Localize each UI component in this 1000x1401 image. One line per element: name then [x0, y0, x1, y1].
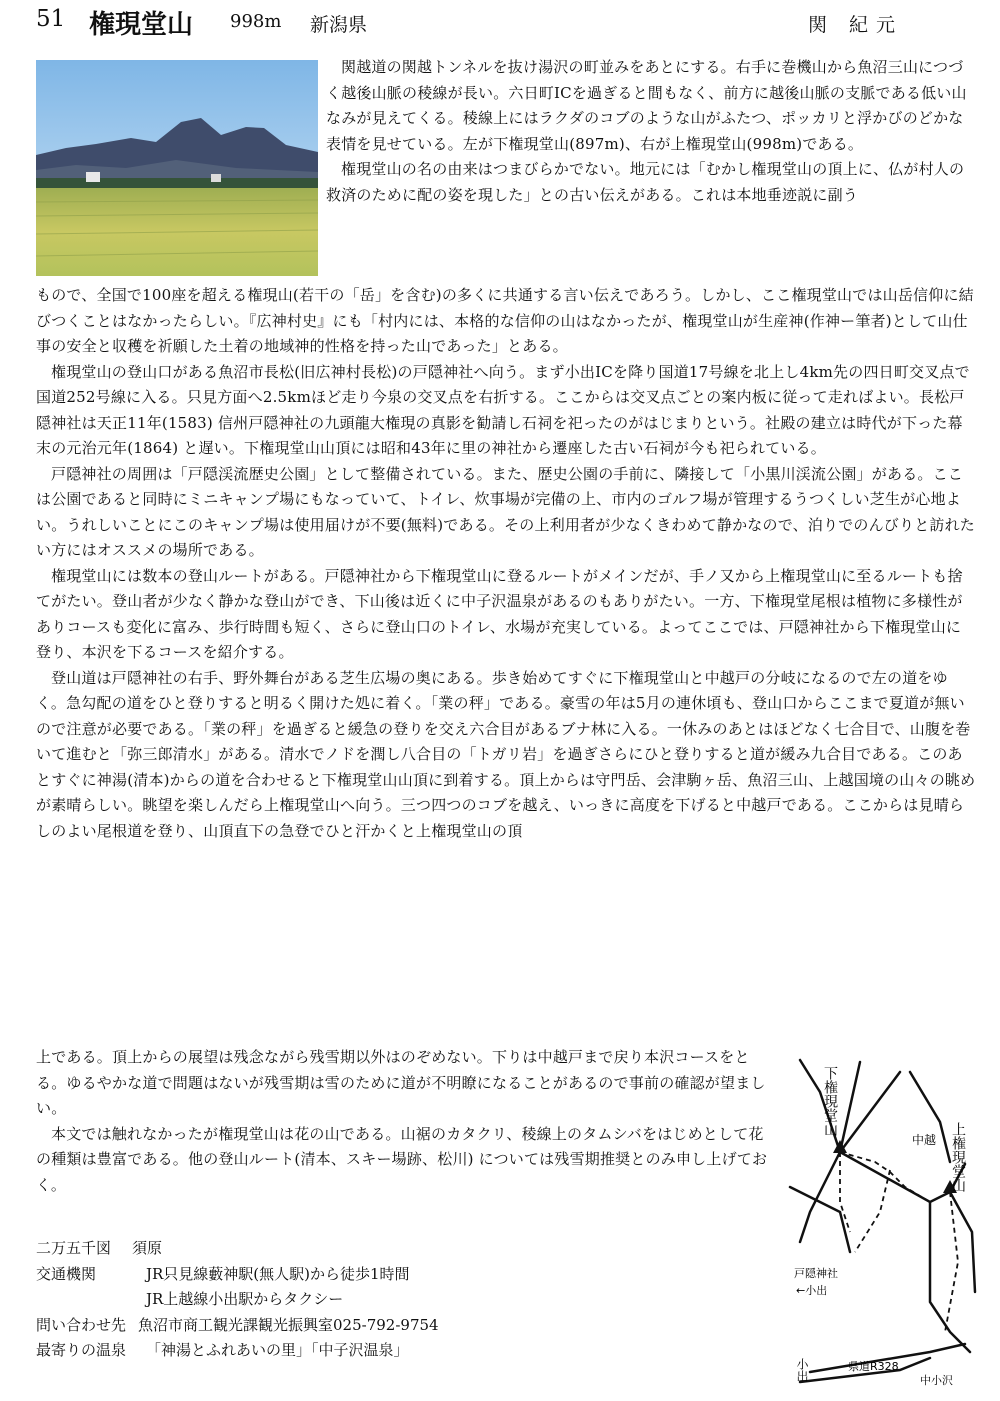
label-peak-right: 上権現堂山	[950, 1122, 966, 1192]
prefecture: 新潟県	[310, 14, 368, 36]
map-sheet-row	[36, 1236, 439, 1262]
paragraph: 本文では触れなかったが権現堂山は花の山である。山裾のカタクリ、稜線上のタムシバをはじめとして花の種類は豊富である。他の登山ルート(清本、スキー場跡、松川) については残雪期推奨とのみ申し上げておく。	[36, 1124, 768, 1194]
map-trail	[945, 1192, 958, 1332]
transport-value: JR只見線藪神駅(無人駅)から徒歩1時間	[146, 1264, 410, 1283]
paragraph: 権現堂山には数本の登山ルートがある。戸隠神社から下権現堂山に登るルートがメインだが、手ノ又から上権現堂山に至るルートも捨てがたい。登山者が少なく静かな登山ができ、下山後は近くに中子沢温泉があるのもありがたい。一方、下権現堂尾根は植物に多様性がありコースも変化に富み、歩行時間も短く、さらに登山口のトイレ、水場が充実している。よってここでは、戸隠神社から下権現堂山に登り、本沢を下るコースを紹介する。	[36, 566, 963, 661]
map-sheet-value: 須原	[132, 1239, 163, 1257]
transport-value-2: JR上越線小出駅からタクシー	[146, 1290, 344, 1308]
paragraph: 戸隠神社の周囲は「戸隠渓流歴史公園」として整備されている。また、歴史公園の手前に、隣接して「小黒川渓流公園」がある。ここは公園であると同時にミニキャンプ場にもなっていて、トイレ、炊事場が完備の上、市内のゴルフ場が管理するうつくしい芝生が心地よい。うれしいことにこのキャンプ場は使用届けが不要(無料)である。その上利用者が少なくきわめて静かなので、泊りでのんびりと訪れたい方にはオススメの場所である。	[36, 464, 976, 559]
label-village: 中小沢	[920, 1374, 953, 1387]
paragraph: もので、全国で100座を超える権現山(若干の「岳」を含む)の多くに共通する言い伝えであろう。しかし、ここ権現堂山では山岳信仰に結びつくことはなかったらしい。『広神村史』にも「村内には、本格的な信仰の山はなかったが、権現堂山が生産神(作神ー筆者)として山仕事の安全と収穫を祈願した土着の地域神的性格を持った山であった」とある。	[36, 286, 974, 355]
label-shrine: 戸隠神社	[794, 1267, 838, 1280]
mountain-photo	[36, 60, 318, 276]
mountain-name: 権現堂山	[89, 10, 194, 40]
onsen-row	[36, 1338, 439, 1364]
map-sheet-label: 二万五千図	[36, 1239, 112, 1257]
label-koide-top: ←小出	[796, 1284, 828, 1297]
label-peak-left: 下権現堂山	[822, 1066, 838, 1136]
contact-value: 魚沼市商工観光課観光振興室025-792-9754	[138, 1315, 439, 1334]
route-map	[780, 1052, 980, 1392]
contact-row	[36, 1313, 439, 1339]
onsen-value: 「神湯とふれあいの里」「中子沢温泉」	[146, 1341, 409, 1359]
paragraph: 権現堂山の名の由来はつまびらかでない。地元には「むかし権現堂山の頂上に、仏が村人の救済のために配の姿を現した」との古い伝えがある。これは本地垂迹説に副う	[326, 160, 965, 204]
map-ridge-line	[800, 1152, 840, 1242]
map-ridge-line	[910, 1072, 950, 1162]
map-ridge-line	[950, 1192, 975, 1292]
paragraph: 権現堂山の登山口がある魚沼市長松(旧広神村長松)の戸隠神社へ向う。まず小出ICを降り国道17号線を北上し4km先の四日町交叉点で国道252号線に入る。只見方面へ2.5kmほど走り今泉の交叉点を右折する。ここからは交叉点ごとの案内板に従って走ればよい。長松戸隠神社は天正11年(1583) 信州戸隠神社の九頭龍大権現の真影を勧請し石祠を祀ったのがはじまりという。社殿の建立は時代が下った幕末の元治元年(1864) と遅い。下権現堂山山頂には昭和43年に里の神社から遷座した古い石祠が今も祀られている。	[36, 362, 970, 457]
paragraph: 関越道の関越トンネルを抜け湯沢の町並みをあとにする。右手に巻機山から魚沼三山につづく越後山脈の稜線が長い。六日町ICを過ぎると間もなく、前方に越後山脈の支脈である低い山なみが見えてくる。稜線上にはラクダのコブのような山がふたつ、ポッカリと浮かびのどかな表情を見せている。左が下権現堂山(897m)、右が上権現堂山(998m)である。	[326, 58, 967, 153]
article-header	[36, 4, 976, 40]
transport-label: 交通機関	[36, 1264, 97, 1283]
access-info	[36, 1236, 439, 1364]
author-name: 関 紀元	[808, 14, 904, 36]
contact-label: 問い合わせ先	[36, 1315, 127, 1334]
transport-row	[36, 1262, 439, 1288]
paragraph: 上である。頂上からの展望は残念ながら残雪期以外はのぞめない。下りは中越戸まで戻り本沢コースをとる。ゆるやかな道で問題はないが残雪期は雪のために道が不明瞭になることがあるので事前の確認が望ましい。	[36, 1048, 766, 1117]
closing-text	[36, 1045, 776, 1198]
article-number: 51	[36, 6, 66, 32]
map-trail	[855, 1170, 890, 1252]
onsen-label: 最寄りの温泉	[36, 1341, 127, 1359]
mountain-altitude: 998m	[230, 11, 282, 32]
body-text	[36, 283, 976, 844]
intro-text	[326, 55, 976, 208]
mountain-landscape-image	[36, 60, 318, 276]
paragraph: 登山道は戸隠神社の右手、野外舞台がある芝生広場の奥にある。歩き始めてすぐに下権現堂山と中越戸の分岐になるので左の道をゆく。急勾配の道をひと登りすると明るく開けた処に着く。「業の秤」である。豪雪の年は5月の連休頃も、登山口からここまで夏道が無いので注意が必要である。「業の秤」を過ぎると緩急の登りを交え六合目があるブナ林に入る。一休みのあとはほどなく七合目で、山腹を巻いて進むと「弥三郎清水」がある。清水でノドを潤し八合目の「トガリ岩」を過ぎさらにひと登りすると道が緩み九合目である。このあとすぐに神湯(清本)からの道を合わせると下権現堂山山頂に到着する。頂上からは守門岳、会津駒ヶ岳、魚沼三山、上越国境の山々の眺めが素晴らしい。眺望を楽しんだら上権現堂山へ向う。三つ四つのコブを越え、いっきに高度を下げると中越戸である。ここからは見晴らしのよい尾根道を登り、山頂直下の急登でひと汗かくと上権現堂山の頂	[36, 668, 976, 840]
transport-row-2	[36, 1287, 439, 1313]
map-river	[930, 1202, 970, 1352]
label-pass: 中越	[912, 1133, 937, 1147]
route-map-sketch	[780, 1052, 980, 1392]
label-road: 県道R328	[848, 1360, 899, 1373]
map-ridge-line	[840, 1152, 965, 1202]
label-koide-bottom: 小出	[795, 1358, 809, 1382]
